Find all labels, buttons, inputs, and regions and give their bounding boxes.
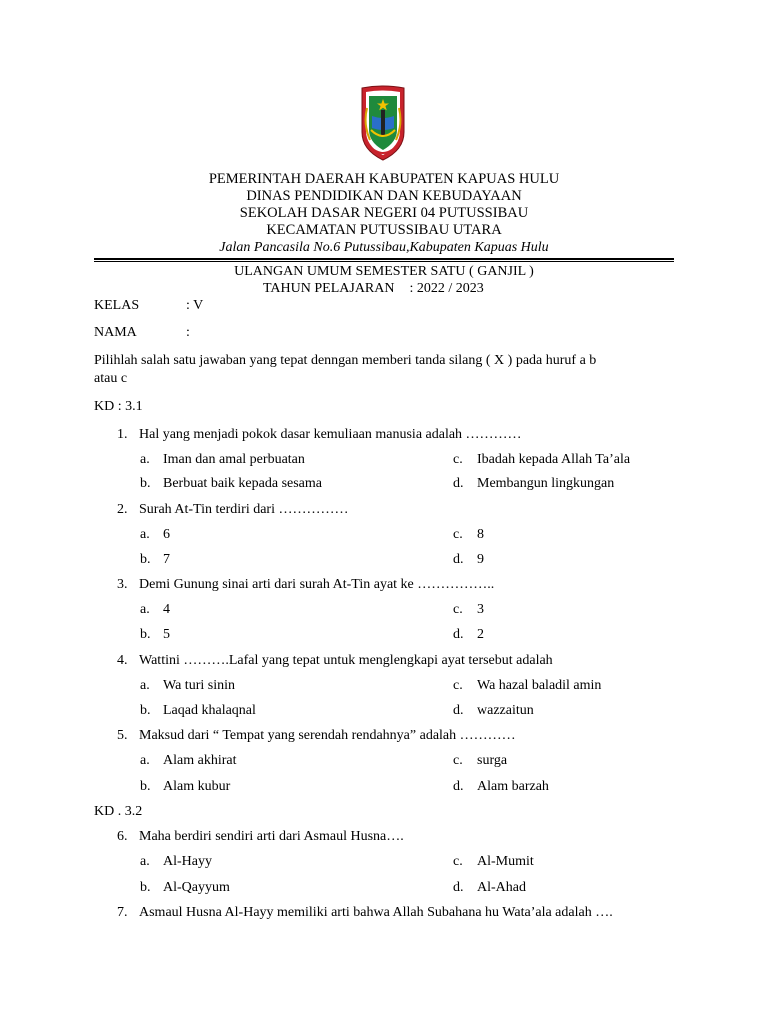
option-text: 6 <box>163 527 170 542</box>
option-letter[interactable]: d. <box>453 476 464 491</box>
school-name: SEKOLAH DASAR NEGERI 04 PUTUSSIBAU <box>239 205 529 221</box>
option-letter[interactable]: d. <box>453 779 464 794</box>
option-letter[interactable]: a. <box>140 452 150 467</box>
department-line: DINAS PENDIDIKAN DAN KEBUDAYAAN <box>246 188 522 204</box>
option-letter[interactable]: c. <box>453 527 463 542</box>
question-text: Wattini ……….Lafal yang tepat untuk menglengkapi ayat tersebut adalah <box>139 653 553 668</box>
option-letter[interactable]: a. <box>140 854 150 869</box>
exam-title: ULANGAN UMUM SEMESTER SATU ( GANJIL ) <box>234 264 534 279</box>
question-number: 1. <box>117 427 128 442</box>
option-text: Berbuat baik kepada sesama <box>163 476 322 491</box>
option-letter[interactable]: c. <box>453 678 463 693</box>
question-number: 5. <box>117 728 128 743</box>
option-text: Al-Mumit <box>477 854 534 869</box>
option-letter[interactable]: d. <box>453 703 464 718</box>
question-text: Maksud dari “ Tempat yang serendah rendahnya” adalah ………… <box>139 728 516 743</box>
school-address: Jalan Pancasila No.6 Putussibau,Kabupaten Kapuas Hulu <box>219 240 549 255</box>
option-text: Ibadah kepada Allah Ta’ala <box>477 452 631 467</box>
option-text: Al-Ahad <box>477 880 526 895</box>
option-text: Membangun lingkungan <box>477 476 615 491</box>
academic-year-label: TAHUN PELAJARAN <box>263 281 395 296</box>
option-text: wazzaitun <box>477 703 534 718</box>
class-value: : V <box>186 298 204 313</box>
school-letterhead <box>94 171 674 256</box>
section-kd-3-1: KD : 3.1 <box>94 399 143 414</box>
question-text: Demi Gunung sinai arti dari surah At-Tin ayat ke …………….. <box>139 577 495 592</box>
option-letter[interactable]: c. <box>453 602 463 617</box>
option-text: Iman dan amal perbuatan <box>163 452 305 467</box>
name-field[interactable]: : <box>186 325 190 340</box>
option-letter[interactable]: c. <box>453 854 463 869</box>
kapuas-hulu-emblem-logo <box>358 84 408 162</box>
option-letter[interactable]: b. <box>140 552 151 567</box>
question-number: 4. <box>117 653 128 668</box>
option-letter[interactable]: d. <box>453 627 464 642</box>
option-letter[interactable]: b. <box>140 703 151 718</box>
option-text: Wa hazal baladil amin <box>477 678 602 693</box>
option-text: Alam barzah <box>477 779 549 794</box>
question-text: Surah At-Tin terdiri dari …………… <box>139 502 349 517</box>
option-text: 9 <box>477 552 484 567</box>
option-letter[interactable]: d. <box>453 552 464 567</box>
option-text: 4 <box>163 602 170 617</box>
option-text: Alam akhirat <box>163 753 237 768</box>
option-text: 3 <box>477 602 484 617</box>
option-text: Laqad khalaqnal <box>163 703 256 718</box>
academic-year <box>263 280 484 298</box>
instruction-line-2: atau c <box>94 371 128 386</box>
class-label: KELAS <box>94 298 140 313</box>
option-text: Al-Qayyum <box>163 880 230 895</box>
option-letter[interactable]: b. <box>140 627 151 642</box>
header-divider-thin <box>94 261 674 262</box>
option-letter[interactable]: c. <box>453 452 463 467</box>
option-text: 5 <box>163 627 170 642</box>
question-number: 2. <box>117 502 128 517</box>
header-divider-thick <box>94 258 674 260</box>
option-letter[interactable]: a. <box>140 527 150 542</box>
government-line: PEMERINTAH DAERAH KABUPATEN KAPUAS HULU <box>208 171 560 187</box>
question-text: Hal yang menjadi pokok dasar kemuliaan manusia adalah ………… <box>139 427 522 442</box>
option-text: 8 <box>477 527 484 542</box>
question-text: Maha berdiri sendiri arti dari Asmaul Husna…. <box>139 829 404 844</box>
option-text: surga <box>477 753 508 768</box>
question-number: 6. <box>117 829 128 844</box>
option-text: 7 <box>163 552 170 567</box>
option-text: 2 <box>477 627 484 642</box>
option-letter[interactable]: d. <box>453 880 464 895</box>
option-letter[interactable]: b. <box>140 880 151 895</box>
academic-year-value: : 2022 / 2023 <box>409 281 484 296</box>
option-letter[interactable]: a. <box>140 602 150 617</box>
option-letter[interactable]: b. <box>140 476 151 491</box>
option-letter[interactable]: c. <box>453 753 463 768</box>
option-text: Wa turi sinin <box>163 678 235 693</box>
option-letter[interactable]: a. <box>140 678 150 693</box>
question-text: Asmaul Husna Al-Hayy memiliki arti bahwa Allah Subahana hu Wata’ala adalah …. <box>139 905 613 920</box>
name-label: NAMA <box>94 325 137 340</box>
section-kd-3-2: KD . 3.2 <box>94 804 143 819</box>
option-text: Alam kubur <box>163 779 231 794</box>
district-line: KECAMATAN PUTUSSIBAU UTARA <box>266 222 502 238</box>
option-letter[interactable]: a. <box>140 753 150 768</box>
instruction-line-1: Pilihlah salah satu jawaban yang tepat denngan memberi tanda silang ( X ) pada huruf a b <box>94 353 597 368</box>
option-text: Al-Hayy <box>163 854 212 869</box>
question-number: 7. <box>117 905 128 920</box>
option-letter[interactable]: b. <box>140 779 151 794</box>
question-number: 3. <box>117 577 128 592</box>
